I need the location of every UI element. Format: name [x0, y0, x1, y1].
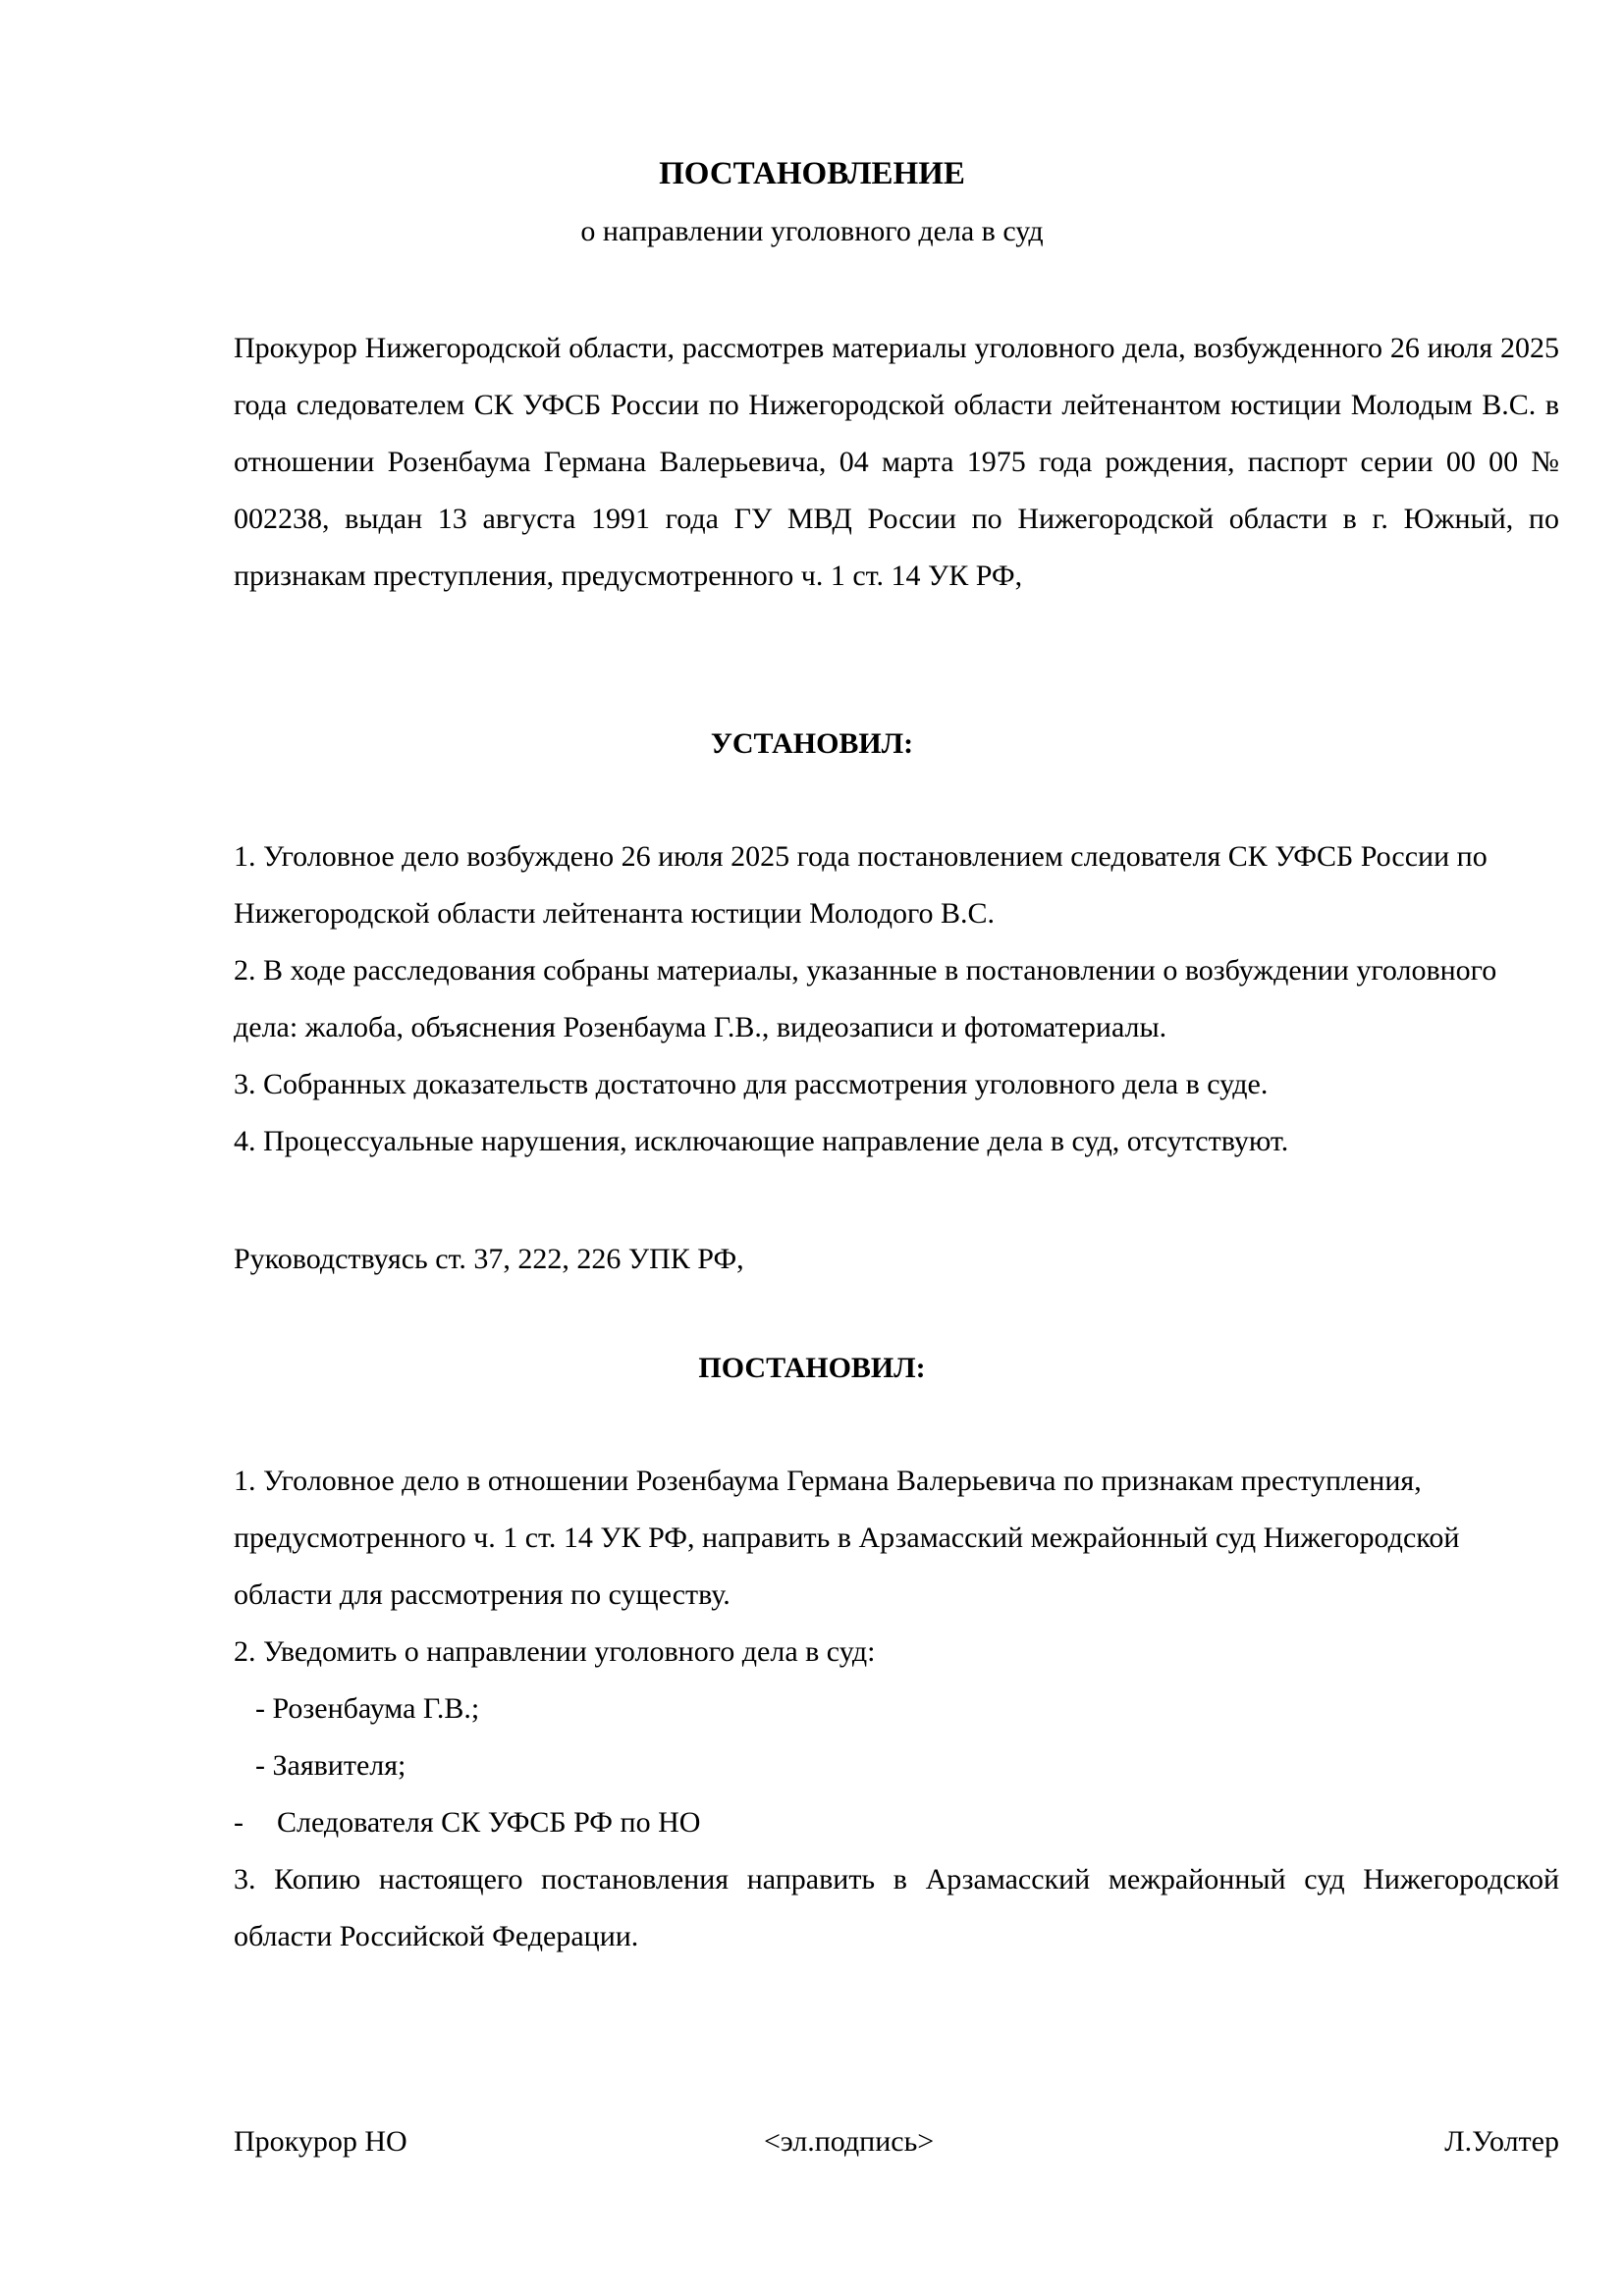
signature-name: Л.Уолтер — [1444, 2125, 1559, 2158]
established-list — [234, 828, 1559, 1170]
resolved-item-1: 1. Уголовное дело в отношении Розенбаума Германа Валерьевича по признакам преступления, предусмотренного ч. 1 ст. 14 УК РФ, направить в Арзамасский межрайонный суд Нижегородской области для рассмотрения по существу. — [234, 1465, 1460, 1611]
established-heading: УСТАНОВИЛ: — [710, 727, 914, 760]
established-item-2: 2. В ходе расследования собраны материалы, указанные в постановлении о возбуждении уголовного дела: жалоба, объяснения Розенбаума Г.В., видеозаписи и фотоматериалы. — [234, 954, 1497, 1043]
established-item-4: 4. Процессуальные нарушения, исключающие направление дела в суд, отсутствуют. — [234, 1125, 1289, 1157]
intro-paragraph: Прокурор Нижегородской области, рассмотрев материалы уголовного дела, возбужденного 26 июля 2025 года следователем СК УФСБ России по Нижегородской области лейтенантом юстиции Молодым В.С. в отношении Розенбаума Германа Валерьевича, 04 марта 1975 года рождения, паспорт серии 00 00 № 002238, выдан 13 августа 1991 года ГУ МВД России по Нижегородской области в г. Южный, по признакам преступления, предусмотренного ч. 1 ст. 14 УК РФ, — [234, 332, 1559, 592]
notify-item-2: - Заявителя; — [255, 1749, 406, 1782]
notify-dash: - — [234, 1806, 244, 1839]
resolved-item-3: 3. Копию настоящего постановления направить в Арзамасский межрайонный суд Нижегородской области Российской Федерации. — [234, 1863, 1559, 1952]
established-item-1: 1. Уголовное дело возбуждено 26 июля 2025 года постановлением следователя СК УФСБ России по Нижегородской области лейтенанта юстиции Молодого В.С. — [234, 840, 1488, 930]
notify-item-3 — [234, 1794, 1559, 1851]
document-subtitle: о направлении уголовного дела в суд — [580, 215, 1044, 247]
signature-position: Прокурор НО — [234, 2125, 407, 2158]
signature-mark: <эл.подпись> — [764, 2125, 935, 2158]
document-title: ПОСТАНОВЛЕНИЕ — [659, 156, 965, 191]
notify-item-1: - Розенбаума Г.В.; — [255, 1692, 480, 1725]
guided-by-paragraph: Руководствуясь ст. 37, 222, 226 УПК РФ, — [234, 1243, 744, 1275]
resolved-heading: ПОСТАНОВИЛ: — [698, 1352, 926, 1384]
resolved-item-2: 2. Уведомить о направлении уголовного дела в суд: — [234, 1635, 876, 1668]
established-item-3: 3. Собранных доказательств достаточно для рассмотрения уголовного дела в суде. — [234, 1068, 1269, 1100]
signature-block — [234, 2120, 1559, 2163]
resolved-list — [234, 1453, 1559, 1965]
notify-item-3-text: Следователя СК УФСБ РФ по НО — [277, 1806, 701, 1839]
